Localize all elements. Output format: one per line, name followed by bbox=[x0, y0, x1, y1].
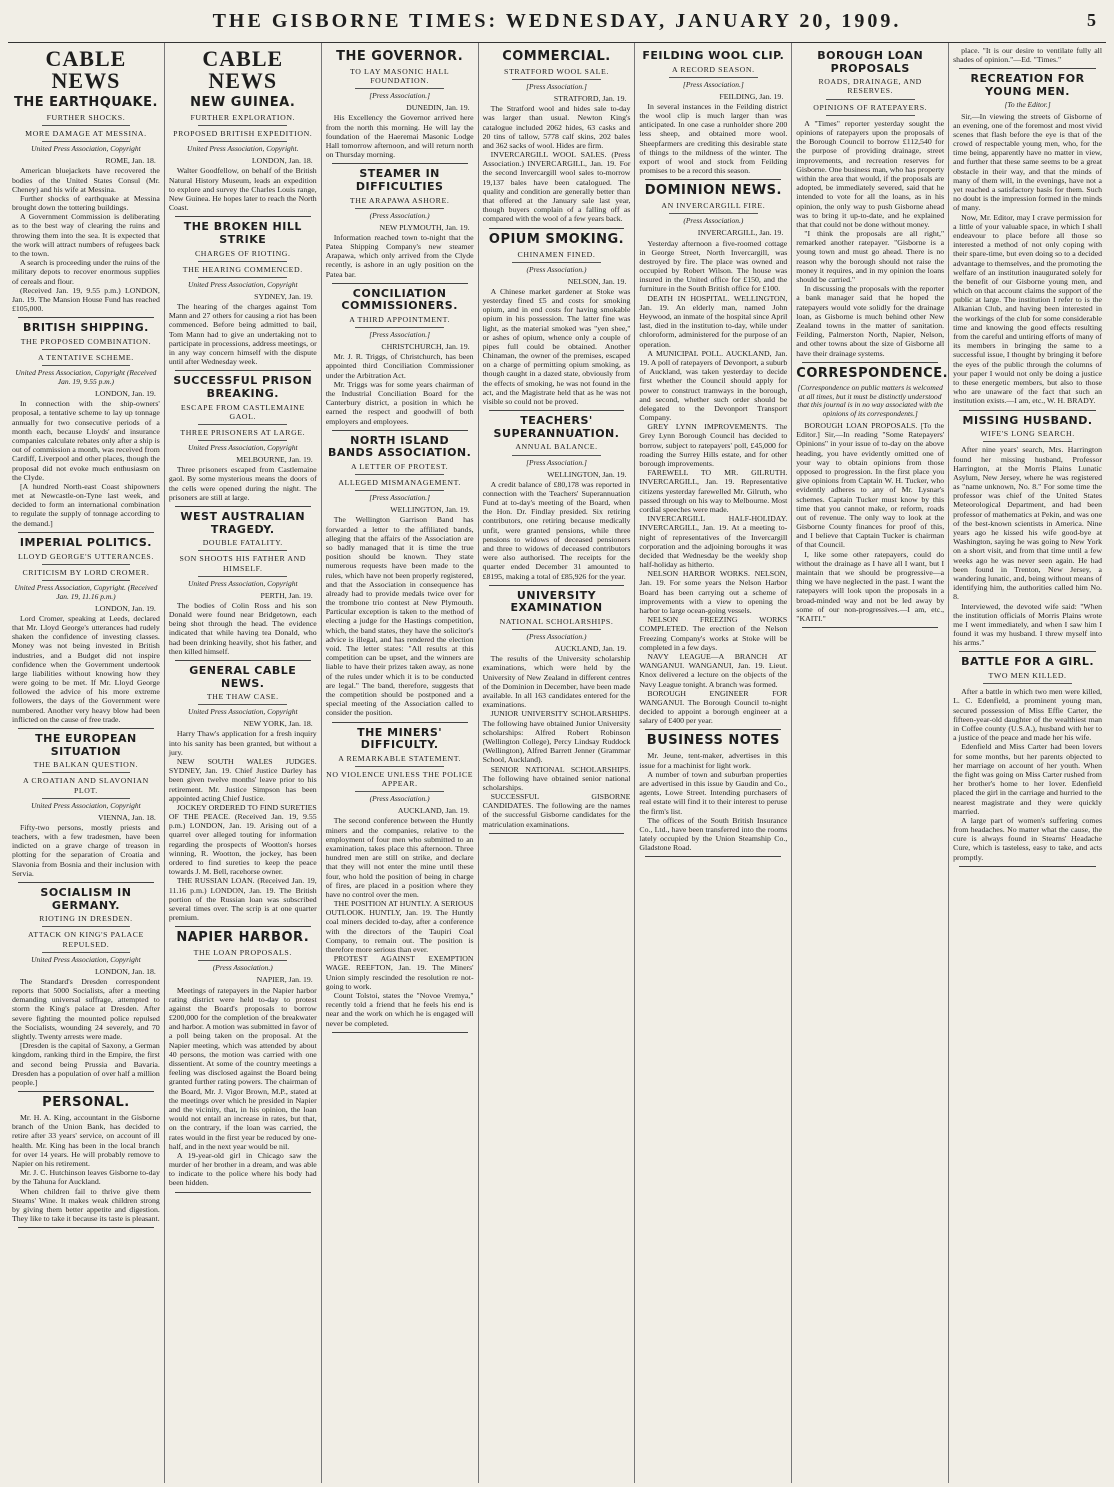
article bbox=[169, 665, 317, 922]
article-subheading: NO VIOLENCE UNLESS THE POLICE APPEAR. bbox=[326, 770, 474, 789]
press-credit: [To the Editor.] bbox=[1004, 99, 1051, 109]
body-paragraph: A 19-year-old girl in Chicago saw the murder of her brother in a dream, and was able to indicate to the police where his body had been hidden. bbox=[168, 1150, 317, 1188]
article-headline: PERSONAL. bbox=[42, 1095, 130, 1111]
dateline: NEW YORK, Jan. 18. bbox=[243, 719, 313, 729]
body-paragraph: The Stratford wool and hides sale to-day was larger than usual. Newton King's catalogue included 2062 hides, 63 casks and 20 tins of tallow, 5778 calf skins, 202 bales and 362 sacks of wool. Hides are firm. bbox=[482, 104, 631, 150]
article-divider bbox=[802, 362, 938, 363]
dateline: LONDON, Jan. 18. bbox=[94, 966, 156, 976]
article-subheading: A RECORD SEASON. bbox=[672, 64, 755, 74]
article-divider bbox=[18, 882, 154, 883]
body-paragraph: A Government Commission is deliberating as to the best way of clearing the ruins and throwing them into the sea. It is expected that the work will attract numbers of refugees back to the town. bbox=[12, 212, 160, 259]
article bbox=[326, 288, 474, 426]
press-credit: (Press Association.) bbox=[526, 264, 587, 274]
article-headline: BUSINESS NOTES bbox=[646, 733, 780, 749]
masthead bbox=[8, 0, 1106, 43]
article-headline: BATTLE FOR A GIRL. bbox=[961, 655, 1095, 669]
body-paragraph: Mr. H. A. King, accountant in the Gisborne branch of the Union Bank, has decided to retire after 33 years' service, on account of ill health. Mr. King has been in the local branch for over 14 years. He will probably remove to Napier on his retirement. bbox=[12, 1113, 160, 1168]
body-paragraph: Information reached town to-night that the Patea Shipping Company's new steamer Arapawa, which only arrived from the Clyde recently, is ashore in an ugly position on the Patea bar. bbox=[325, 232, 474, 279]
short-rule bbox=[198, 125, 287, 126]
body-paragraph: DEATH IN HOSPITAL. WELLINGTON, Jan. 19. An elderly man, named John Heywood, an inmate of the hospital since April last, died in the institution to-day, while under chloroform, administered for the purpose of an operation. bbox=[639, 293, 788, 349]
article-divider bbox=[645, 179, 781, 180]
article-headline: COMMERCIAL. bbox=[502, 49, 611, 64]
article-headline: BRITISH SHIPPING. bbox=[22, 321, 149, 335]
press-credit: United Press Association, Copyright bbox=[187, 443, 298, 453]
short-rule bbox=[669, 213, 758, 214]
body-paragraph: Mr. J. C. Hutchinson leaves Gisborne to-day by the Tahuna for Auckland. bbox=[12, 1168, 160, 1187]
article-subheading: TO LAY MASONIC HALL FOUNDATION. bbox=[350, 66, 450, 86]
article bbox=[12, 1096, 160, 1223]
short-rule bbox=[355, 88, 444, 89]
short-rule bbox=[198, 576, 287, 577]
article bbox=[483, 50, 631, 224]
body-paragraph: The bodies of Colin Ross and his son Donald were found near Bridgetown, each being shot through the head. The evidence indicated that while having tea Donald, who had been drinking heavily, shot his father, and then killed himself. bbox=[168, 600, 317, 656]
body-paragraph: Sir,—In viewing the streets of Gisborne of an evening, one of the foremost and most vivid scenes that flash before the eye is that of the crowd of respectable young men, who, for the time being, apparently have no matter in view, and further that these same seems to be a great obstacle in their way, and that the minds of many of them will, in the evenings, have not a yet reached a satisfactory basis for them. Such no doubt is the impression formed in the minds of many. bbox=[953, 111, 1102, 213]
dateline: SYDNEY, Jan. 19. bbox=[254, 291, 313, 301]
body-paragraph: When children fail to thrive give them Steams' Wine. It makes weak children strong by giving them better appetite and digestion. They like to take it because its taste is pleasant. bbox=[12, 1186, 160, 1224]
body-paragraph: In discussing the proposals with the reporter a bank manager said that he hoped the ratepayers would vote solidly for the drainage loan, as Gisborne is much behind other New Zealand towns in the matter of sanitation. Feilding, Palmerston North, Napier, Nelson, and other towns about the size of Gisborne all have their drainage systems. bbox=[796, 284, 945, 358]
article-divider bbox=[18, 1091, 154, 1092]
article-subheading: THE ARAPAWA ASHORE. bbox=[349, 195, 450, 205]
column-3 bbox=[322, 43, 479, 1483]
article-subheading: THE BALKAN QUESTION. bbox=[33, 760, 139, 770]
article-headline: FEILDING WOOL CLIP. bbox=[642, 49, 785, 62]
short-rule bbox=[42, 141, 131, 142]
article-headline: UNIVERSITY EXAMINATION bbox=[510, 588, 603, 615]
short-rule bbox=[42, 580, 131, 581]
article bbox=[326, 435, 474, 718]
short-rule bbox=[512, 262, 601, 263]
article-subheading: NATIONAL SCHOLARSHIPS. bbox=[499, 617, 614, 627]
body-paragraph: A Chinese market gardener at Stoke was yesterday fined £5 and costs for smoking opium, and in end costs for having smokable opium in his possession. The latter fine was light, as the material smoked was "yen shee," or ashes of opium, whence only a couple of pipes full could be obtained. Another Chinaman, the owner of the premises, escaped on a charge of permitting opium smoking, as though caught in a dazed state, obviously from the effects of smoking, he was not found in the act, and the Magistrate held that as he was not visible so could not be proved. bbox=[482, 286, 631, 406]
press-credit: [Press Association.] bbox=[526, 82, 587, 92]
body-paragraph: NEW SOUTH WALES JUDGES. SYDNEY, Jan. 19. Chief Justice Darley has been given twelve months' leave prior to his retirement. Mr. Justice Simpson has been appointed acting Chief Justice. bbox=[168, 756, 317, 803]
short-rule bbox=[198, 550, 287, 551]
article-divider bbox=[959, 68, 1096, 69]
article-headline: GENERAL CABLE NEWS. bbox=[189, 663, 297, 690]
body-paragraph: JUNIOR UNIVERSITY SCHOLARSHIPS. The following have obtained Junior University scholarships: Alfred Robert Robinson (Wellington College), Percy Lindsay Ruddock (Wellington), Alfred Barrett Jenner (Grammar School, Auckland). bbox=[482, 709, 631, 765]
short-rule bbox=[42, 926, 131, 927]
article bbox=[326, 168, 474, 278]
article-headline: MISSING HUSBAND. bbox=[962, 413, 1093, 427]
article-headline: NAPIER HARBOR. bbox=[176, 930, 310, 946]
article-divider bbox=[489, 410, 625, 411]
dateline: NAPIER, Jan. 19. bbox=[256, 975, 313, 985]
article-subheading: ALLEGED MISMANAGEMENT. bbox=[338, 478, 461, 488]
short-rule bbox=[826, 99, 915, 100]
column-7 bbox=[949, 43, 1106, 1483]
dateline: NELSON, Jan. 19. bbox=[567, 276, 627, 286]
body-paragraph: The offices of the South British Insurance Co., Ltd., have been transferred into the rooms lately occupied by the Union Steamship Co., Gladstone Road. bbox=[639, 815, 788, 853]
body-paragraph: The Wellington Garrison Band has forwarded a letter to the affiliated bands, alleging that the affairs of the Association are so badly managed that it is time the true position should be known. They state numerous requests have been made to the rules, which have not been properly registered, and that the Association in consequence has already had to provide medals twice over for the trombone trio contest at New Plymouth. Particular exception is taken to the method of electing a judge for the Hastings competition, which, the band states, they have the solicitor's advice is illegal, and has rendered the election void. The letter states: "All results at this competition can be upset, and the winners are liable to have their prizes taken away, as none of the rules under which it is to be conducted are legal." The band, therefore, suggests that the competition should be postponed and a special meeting of the Association called to consider the position. bbox=[325, 515, 474, 718]
dateline: INVERCARGILL, Jan. 19. bbox=[697, 228, 784, 238]
article-headline: WEST AUSTRALIAN TRAGEDY. bbox=[180, 509, 306, 536]
article-divider bbox=[18, 532, 154, 533]
short-rule bbox=[198, 704, 287, 705]
article bbox=[639, 734, 787, 852]
article-subheading: LLOYD GEORGE'S UTTERANCES. bbox=[17, 551, 154, 561]
body-paragraph: SUCCESSFUL GISBORNE CANDIDATES. The following are the names of the successful Gisborne candidates for the matriculation examinations. bbox=[482, 792, 631, 829]
article-headline: SUCCESSFUL PRISON BREAKING. bbox=[173, 374, 313, 400]
press-credit: United Press Association, Copyright bbox=[187, 279, 298, 289]
article-headline: CONCILIATION COMMISSIONERS. bbox=[341, 286, 458, 313]
article bbox=[953, 656, 1102, 861]
article-divider bbox=[332, 283, 468, 284]
body-paragraph: NELSON FREEZING WORKS COMPLETED. The erection of the Nelson Freezing Company's works at Stoke will be completed in a few days. bbox=[639, 615, 788, 652]
short-rule bbox=[983, 441, 1072, 442]
column-6 bbox=[792, 43, 949, 1483]
article-divider bbox=[175, 506, 311, 507]
body-paragraph: Interviewed, the devoted wife said: "When the institution officials of Morris Plains wrote me I went immediately, and when I saw him I found it was my husband. I threw myself into his arms." bbox=[953, 601, 1102, 648]
press-credit: (Press Association.) bbox=[526, 632, 587, 642]
press-credit: United Press Association, Copyright bbox=[31, 800, 141, 810]
dateline: CHRISTCHURCH, Jan. 19. bbox=[381, 342, 470, 352]
press-credit: (Press Association.) bbox=[369, 210, 430, 220]
article-headline: CORRESPONDENCE. bbox=[796, 365, 949, 381]
article-headline: IMPERIAL POLITICS. bbox=[19, 535, 152, 549]
body-paragraph: "I think the proposals are all right," remarked another ratepayer. "Gisborne is a young town and must go ahead. There is no reason why the borough should not raise the money it requires, and in my opinion the loans should be carried." bbox=[796, 229, 945, 285]
body-paragraph: A search is proceeding under the ruins of the military depots to recover enormous supplies of cereals and flour. bbox=[12, 258, 160, 286]
press-credit: [Press Association.] bbox=[369, 493, 431, 503]
short-rule bbox=[42, 798, 131, 799]
article-divider bbox=[332, 722, 468, 723]
article bbox=[12, 537, 160, 724]
article-headline: THE EUROPEAN SITUATION bbox=[35, 732, 137, 758]
article-subheading: PROPOSED BRITISH EXPEDITION. bbox=[173, 129, 313, 139]
article-subheading: CHINAMEN FINED. bbox=[517, 249, 596, 259]
article-divider bbox=[175, 660, 311, 661]
short-rule bbox=[512, 455, 601, 456]
column-5 bbox=[635, 43, 792, 1483]
body-paragraph: Three prisoners escaped from Castlemaine gaol. By some mysterious means the doors of the cells were opened during the night. The prisoners are still at large. bbox=[168, 465, 317, 502]
article-subheading: THE LOAN PROPOSALS. bbox=[193, 948, 292, 958]
column-heading: CABLE NEWS bbox=[202, 46, 284, 93]
dateline: ROME, Jan. 18. bbox=[105, 156, 156, 166]
article-headline: TEACHERS' SUPERANNUATION. bbox=[493, 414, 620, 440]
short-rule bbox=[355, 791, 444, 792]
body-paragraph: place. "It is our desire to ventilate fully all shades of opinion."—Ed. "Times." bbox=[953, 46, 1102, 65]
article-divider bbox=[18, 1227, 154, 1228]
article-subheading: THE HEARING COMMENCED. bbox=[182, 264, 303, 274]
short-rule bbox=[42, 125, 131, 126]
press-credit: United Press Association, Copyright bbox=[187, 578, 298, 588]
body-paragraph: INVERCARGILL WOOL SALES. (Press Association.) INVERCARGILL, Jan. 19. For the second Invercargill wool sales to-morrow 19,137 bales have been catalogued. The quality and condition are generally better than that offered at the January sale last year, though buyers complain of a falling off as compared with the wool of a few years back. bbox=[482, 150, 631, 224]
article-headline: THE EARTHQUAKE. bbox=[13, 95, 158, 110]
article-subheading: A REMARKABLE STATEMENT. bbox=[338, 753, 462, 763]
body-paragraph: NELSON HARBOR WORKS. NELSON, Jan. 19. For some years the Nelson Harbor Board has been carrying out a scheme of improvements with a view to opening the harbor to large ocean-going vessels. bbox=[639, 569, 788, 616]
dateline: MELBOURNE, Jan. 19. bbox=[236, 454, 313, 464]
press-credit: United Press Association, Copyright bbox=[31, 144, 141, 154]
body-paragraph: Yesterday afternoon a five-roomed cottage in George Street, North Invercargill, was destroyed by fire. The place was owned and occupied by Robert Wilson. The house was insured in the United office for £150, and the furniture in the South British office for £100. bbox=[639, 238, 788, 294]
article-headline: NORTH ISLAND BANDS ASSOCIATION. bbox=[327, 433, 472, 460]
dateline: AUCKLAND, Jan. 19. bbox=[397, 806, 470, 816]
article bbox=[169, 931, 317, 1187]
body-paragraph: His Excellency the Governor arrived here from the north this morning. He will lay the foundation of the Haeremai Masonic Lodge Hall tomorrow afternoon, and will return north on Thursday morning. bbox=[325, 113, 474, 160]
article bbox=[169, 511, 317, 656]
article-subheading: OPINIONS OF RATEPAYERS. bbox=[813, 102, 928, 112]
article bbox=[639, 50, 787, 175]
body-paragraph: I, like some other ratepayers, could do without the drainage as I have all I want, but I maintain that we should be progressive—a thing we have neglected in the past. I want the ratepayers will look upon the proposals in a broad-minded way and not be led away by some of our non-progressives.—I am, etc., "KAITI." bbox=[796, 549, 945, 623]
press-credit: (Press Association.) bbox=[212, 963, 273, 973]
article-divider bbox=[802, 627, 938, 628]
short-rule bbox=[355, 327, 444, 328]
article-divider bbox=[489, 228, 625, 229]
article-subheading: CHARGES OF RIOTING. bbox=[194, 248, 291, 258]
article bbox=[169, 221, 317, 366]
article bbox=[483, 590, 631, 829]
article-divider bbox=[645, 856, 781, 857]
article bbox=[639, 184, 787, 725]
dateline: NEW PLYMOUTH, Jan. 19. bbox=[379, 222, 470, 232]
article-divider bbox=[332, 430, 468, 431]
press-credit: [Correspondence on public matters is welcomed at all times, but it must be distinctly understood that this journal is in no way associated with the opinions of its correspondents.] bbox=[797, 382, 944, 419]
article-subheading: RIOTING IN DRESDEN. bbox=[39, 914, 133, 924]
column-2 bbox=[165, 43, 322, 1483]
short-rule bbox=[198, 277, 287, 278]
body-paragraph: Lord Cromer, speaking at Leeds, declared that Mr. Lloyd George's utterances had rudely shaken the confidence of investing classes. Money was not being invested in British industries, and a Budget did not inspire confidence when the Government undertook large liabilities without knowing how they were going to be met. If Mr. Lloyd George followed the advice of his more extreme followers, the days of the Government were numbered. Another very heavy blow had been inflicted on the cause of free trade. bbox=[12, 613, 160, 724]
short-rule bbox=[512, 629, 601, 630]
short-rule bbox=[355, 766, 444, 767]
article-headline: SOCIALISM IN GERMANY. bbox=[40, 886, 132, 912]
body-paragraph: INVERCARGILL HALF-HOLIDAY. INVERCARGILL, Jan. 19. At a meeting to-night of representatives of the Invercargill corporation and the adjoining boroughs it was decided that Wednesday be the weekly shop half-holiday as hitherto. bbox=[639, 514, 788, 570]
body-paragraph: In several instances in the Feilding district the wool clip is much larger than was anticipated. In one case a runholder shore 200 less sheep, and obtained more wool. Sheepfarmers are crediting this desirable state of things to the mildness of the winter. The export of wool and stock from Feilding promises to be a record this season. bbox=[639, 101, 788, 176]
press-credit: United Press Association, Copyright bbox=[187, 707, 298, 717]
article-headline: BOROUGH LOAN PROPOSALS bbox=[817, 49, 924, 75]
article-subheading: ATTACK ON KING'S PALACE REPULSED. bbox=[27, 930, 144, 949]
body-paragraph: Mr. J. R. Triggs, of Christchurch, has been appointed third Conciliation Commissioner under the Arbitration Act. bbox=[325, 352, 474, 380]
article-headline: RECREATION FOR YOUNG MEN. bbox=[970, 72, 1085, 99]
press-credit: United Press Association, Copyright bbox=[31, 954, 141, 964]
page-number: 5 bbox=[1087, 10, 1096, 30]
short-rule bbox=[355, 490, 444, 491]
short-rule bbox=[355, 208, 444, 209]
article-subheading: THE PROPOSED COMBINATION. bbox=[20, 336, 152, 346]
dateline: PERTH, Jan. 19. bbox=[260, 590, 313, 600]
article-headline: THE BROKEN HILL STRIKE bbox=[183, 220, 302, 246]
body-paragraph: Further shocks of earthquake at Messina brought down the tottering buildings. bbox=[12, 193, 160, 213]
article-headline: OPIUM SMOKING. bbox=[488, 231, 625, 247]
body-paragraph: [A hundred North-east Coast shipowners met at Newcastle-on-Tyne last week, and decided to form an international combination to regulate the supply of tonnage according to the demand.] bbox=[12, 481, 160, 528]
body-paragraph: THE POSITION AT HUNTLY. A SERIOUS OUTLOOK. HUNTLY, Jan. 19. The Huntly coal miners decided to-day, after a conference with the directors of the Taupiri Coal Company, to remain out. The position is therefore more serious than ever. bbox=[325, 899, 474, 955]
press-credit: [Press Association.] bbox=[682, 79, 744, 89]
article-subheading: A CROATIAN AND SLAVONIAN PLOT. bbox=[23, 776, 149, 795]
article-subheading: ANNUAL BALANCE. bbox=[515, 442, 598, 452]
article bbox=[953, 415, 1102, 648]
article-subheading: SON SHOOTS HIS FATHER AND HIMSELF. bbox=[179, 554, 307, 573]
body-paragraph: JOCKEY ORDERED TO FIND SURETIES OF THE PEACE. (Received Jan. 19, 9.55 p.m.) LONDON, Jan. 19. Arising out of a quarrel over alleged touting for information regarding the prospects of Wootton's horses winning, R. Wootton, the jockey, has been ordered to find sureties to keep the peace towards J. M. Bell, racehorse owner. bbox=[168, 802, 317, 877]
article-headline: THE GOVERNOR. bbox=[336, 49, 464, 64]
article-subheading: A TENTATIVE SCHEME. bbox=[38, 353, 134, 363]
press-credit: (Press Association.) bbox=[683, 216, 744, 226]
article-subheading: ESCAPE FROM CASTLEMAINE GAOL. bbox=[180, 402, 305, 421]
article-subheading: TWO MEN KILLED. bbox=[988, 671, 1067, 681]
article-divider bbox=[489, 585, 625, 586]
dateline: LONDON, Jan. 19. bbox=[94, 389, 156, 399]
body-paragraph: The results of the University scholarship examinations, which were held by the University of New Zealand in different centres of the Dominion in December, have been made available. In all 163 candidates entered for the examinations. bbox=[482, 654, 631, 710]
article-subheading: A LETTER OF PROTEST. bbox=[351, 462, 449, 471]
article-subheading: THE THAW CASE. bbox=[206, 692, 279, 702]
short-rule bbox=[42, 952, 131, 953]
body-paragraph: After nine years' search, Mrs. Harrington found her missing husband, Professor Harrington, at the Morris Plains Lunatic Asylum, New Jersey, where he was registered as "name unknown, No. 8." For some time the professor was chief of the United States Meteorological Department, and had been professor of mathematics at Pekin, and was one of the best-known scientists in America. Nine years ago he kissed his wife good-bye at Washington, saying he was going to New York on a short visit, and from that time until a few weeks ago he was never seen again. He had been found in Trenton, New Jersey, a wandering lunatic, and, being without means of identifying him, the authorities called him No. 8. bbox=[953, 445, 1102, 602]
short-rule bbox=[42, 772, 131, 773]
article bbox=[953, 73, 1102, 405]
column-heading: CABLE NEWS bbox=[45, 46, 127, 93]
article-divider bbox=[175, 926, 311, 927]
short-rule bbox=[826, 115, 915, 116]
article-subheading: CRITICISM BY LORD CROMER. bbox=[22, 567, 150, 577]
press-credit: United Press Association, Copyright (Received Jan. 19, 9.55 p.m.) bbox=[15, 368, 157, 387]
body-paragraph: A MUNICIPAL POLL. AUCKLAND, Jan. 19. A poll of ratepayers of Devonport, a suburb of Auckland, was taken yesterday to decide first whether the Council should apply for power to construct tramways in the borough, and second, whether such order should be delegated to the Devonport Transport Company. bbox=[639, 348, 788, 423]
article-headline: THE MINERS' DIFFICULTY. bbox=[357, 725, 443, 752]
article-subheading: STRATFORD WOOL SALE. bbox=[504, 66, 609, 76]
short-rule bbox=[198, 960, 287, 961]
press-credit: United Press Association, Copyright. bbox=[187, 144, 299, 154]
article-subheading: THREE PRISONERS AT LARGE. bbox=[180, 427, 306, 437]
short-rule bbox=[198, 424, 287, 425]
body-paragraph: American bluejackets have recovered the bodies of the United States Consul (Mr. Cheney) and his wife at Messina. bbox=[12, 166, 160, 194]
body-paragraph: In connection with the ship-owners' proposal, a tentative scheme to lay up tonnage annually for two consecutive periods of a month each, because Lloyds' and insurance companies calculate rebates only after a ship is out of commission a month, was received from Cardiff, Liverpool and other places, though the proposal did not evoke much enthusiasm on the Clyde. bbox=[12, 399, 160, 482]
article bbox=[169, 96, 317, 212]
dateline: DUNEDIN, Jan. 19. bbox=[406, 103, 470, 113]
article bbox=[796, 365, 949, 623]
body-paragraph: Edenfield and Miss Carter had been lovers for some months, but her parents objected to her marriage on account of her youth. When the fight was going on Miss Carter rushed from her brother's home to her lover. Edenfield placed the girl in the carriage and hurried to the nearest magistrate and they were quickly married. bbox=[953, 742, 1102, 816]
article-divider bbox=[959, 866, 1096, 867]
column-grid bbox=[8, 43, 1106, 1483]
short-rule bbox=[983, 683, 1072, 684]
body-paragraph: The Standard's Dresden correspondent reports that 5000 Socialists, after a meeting demanding universal suffrage, attempted to storm the King's palace at Dresden. After severe fighting the mounted police repulsed the Socialists, wounding 24 severely, and 70 slightly. Twenty arrests were made. bbox=[12, 976, 160, 1041]
article-headline: DOMINION NEWS. bbox=[644, 183, 782, 199]
body-paragraph: GREY LYNN IMPROVEMENTS. The Grey Lynn Borough Council has decided to borrow, subject to ratepayers' poll, £45,000 for roading the Surrey Hills estate, and for other borough improvements. bbox=[639, 422, 788, 469]
body-paragraph: [Dresden is the capital of Saxony, a German kingdom, ranking third in the Empire, the first and second being Prussia and Bavaria. Dresden has a population of over half a million people.] bbox=[12, 1041, 160, 1087]
article-divider bbox=[959, 651, 1096, 652]
article bbox=[12, 96, 160, 313]
article-divider bbox=[332, 163, 468, 164]
body-paragraph: (Received Jan. 19, 9.55 p.m.) LONDON, Jan. 19. The Mansion House Fund has reached £105,000. bbox=[12, 285, 160, 314]
body-paragraph: A credit balance of £80,178 was reported in connection with the Teachers' Superannuation Fund at to-day's meeting of the Board, when the Hon. Dr. Findlay presided. Six retiring contributors, one retiring because medically unfit, were granted pensions, while three pensions to widows of deceased pensioners and three to widows of deceased contributors were also authorised. The receipts for the quarter ended December 31 amounted to £8195, making a total of £85,926 for the year. bbox=[482, 479, 631, 581]
body-paragraph: Mr. Jeune, tent-maker, advertises in this issue for a machinist for light work. bbox=[639, 751, 788, 770]
short-rule bbox=[355, 474, 444, 475]
dateline: VIENNA, Jan. 18. bbox=[98, 812, 156, 822]
short-rule bbox=[198, 141, 287, 142]
column-1 bbox=[8, 43, 165, 1483]
article-subheading: WIFE'S LONG SEARCH. bbox=[980, 429, 1075, 439]
short-rule bbox=[42, 564, 131, 565]
article-divider bbox=[18, 317, 154, 318]
dateline: WELLINGTON, Jan. 19. bbox=[390, 505, 470, 515]
dateline: LONDON, Jan. 19. bbox=[94, 603, 156, 613]
article bbox=[953, 46, 1102, 64]
dateline: WELLINGTON, Jan. 19. bbox=[547, 469, 627, 479]
article bbox=[12, 887, 160, 1087]
article bbox=[326, 727, 474, 1028]
article-divider bbox=[175, 370, 311, 371]
article bbox=[326, 50, 474, 159]
article-divider bbox=[18, 728, 154, 729]
article bbox=[483, 233, 631, 407]
body-paragraph: NAVY LEAGUE—A BRANCH AT WANGANUI. WANGANUI, Jan. 19. Lieut. Knox delivered a lecture on the objects of the Navy League tonight. A branch was formed. bbox=[639, 651, 788, 689]
short-rule bbox=[198, 440, 287, 441]
column-4 bbox=[479, 43, 636, 1483]
body-paragraph: The second conference between the Huntly miners and the companies, relative to the employment of four men who submitted to an examination, takes place this afternoon. Three hundred men are still on strike, and declare that they will not enter the mine until these four, who hold the position of being in charge of fires, are placed in a position where they have no control over the men. bbox=[325, 816, 474, 899]
article-divider bbox=[175, 216, 311, 217]
article-subheading: A THIRD APPOINTMENT. bbox=[349, 315, 450, 324]
short-rule bbox=[42, 349, 131, 350]
short-rule bbox=[669, 77, 758, 78]
press-credit: [Press Association.] bbox=[526, 457, 587, 467]
body-paragraph: Now, Mr. Editor, may I crave permission for a little of your valuable space, in which I shall endeavour to place before all those so interested a method of not only coping with their spare-time, but even doing so to a decided advantage to themselves, and the promoting the welfare of an institution inaugurated solely for the benefit of our Gisborne young men, and which on that account claims the support of the public at large. The institution I refer to is the Alkanian Club, and having been interested in the workings of the club for some considerable time and knowing the good effects resulting from the careful and untiring efforts of many of its members in bringing the same to a successful issue, I thought by bringing it before the eyes of the public through the columns of your paper I would not only be doing a justice to these energetic members, but also to those who are unaware of the fact that such an institution exists.—I am, etc., W. H. BRADY. bbox=[953, 212, 1102, 406]
article bbox=[12, 733, 160, 878]
short-rule bbox=[198, 261, 287, 262]
body-paragraph: PROTEST AGAINST EXEMPTION WAGE. REEFTON, Jan. 19. The Miners' Union simply rescinded the resolution re not-going to work. bbox=[325, 954, 474, 991]
article-headline: STEAMER IN DIFFICULTIES bbox=[355, 167, 444, 193]
article-subheading: DOUBLE FATALITY. bbox=[202, 538, 283, 548]
body-paragraph: BOROUGH LOAN PROPOSALS. [To the Editor.] Sir,—In reading "Some Ratepayers' Opinions" in your issue of to-day on the above heading, you have evidently omitted one of your way to obtain opinions from those opposed to progression. In the first place you give opinions from Captain W. H. Tucker, who evidently adheres to any of Mr. Lysnar's schemes. Captain Tucker must know by this time that you cannot make, or reform, roads out of revenue. The only way to look at the Gisborne County finances for proof of this, and I believe that Captain Tucker is chairman of that Council. bbox=[796, 421, 945, 550]
body-paragraph: BOROUGH ENGINEER FOR WANGANUI. The Borough Council to-night decided to appoint a borough engineer at a salary of £400 per year. bbox=[639, 688, 788, 726]
article-divider bbox=[489, 833, 625, 834]
body-paragraph: A number of town and suburban properties are advertised in this issue by Gaudin and Co., agents, Lowe Street. Intending purchasers of real estate will find it to their interest to peruse the firm's list. bbox=[639, 769, 788, 816]
body-paragraph: After a battle in which two men were killed, L. C. Edenfield, a prominent young man, secured possession of Miss Effie Carter, the fifteen-year-old daughter of the wealthiest man in Coffee county (U.S.A.), husband with her to a justice of the peace and made her his wife. bbox=[953, 687, 1102, 743]
short-rule bbox=[512, 79, 601, 80]
body-paragraph: SENIOR NATIONAL SCHOLARSHIPS. The following have obtained senior national scholarships. bbox=[482, 764, 631, 792]
dateline: AUCKLAND, Jan. 19. bbox=[554, 644, 627, 654]
body-paragraph: Fifty-two persons, mostly priests and teachers, with a few tradesmen, have been indicted on a grave charge of treason in plotting for the separation of Croatia and Slavonia from Bosnia and their inclusion with Servia. bbox=[12, 822, 160, 878]
article bbox=[483, 415, 631, 581]
press-credit: [Press Association.] bbox=[369, 91, 431, 101]
article bbox=[12, 322, 160, 528]
article-subheading: AN INVERCARGILL FIRE. bbox=[661, 201, 766, 211]
body-paragraph: A large part of women's suffering comes from headaches. No matter what the cause, the cure is always found in Stearns' Headache Cure, which is tasteless, easy to take, and acts promptly. bbox=[953, 815, 1102, 862]
press-credit: [Press Association.] bbox=[369, 330, 431, 340]
short-rule bbox=[42, 365, 131, 366]
article-headline: NEW GUINEA. bbox=[190, 95, 296, 110]
body-paragraph: THE RUSSIAN LOAN. (Received Jan. 19, 11.16 p.m.) LONDON, Jan. 19. The British portion of the Russian loan was subscribed several times over. The scrip is at one quarter premium. bbox=[168, 876, 317, 923]
body-paragraph: A "Times" reporter yesterday sought the opinions of ratepayers upon the proposals of the Borough Council to borrow £112,540 for the purpose of providing drainage, street improvements, and recreation reserves for Gisborne. One business man, who has property within the area that would, if the proposals are adopted, be immediately severed, said that he intended to vote for all the loans, as in his opinion, the only way to push Gisborne ahead was to bring it up-to-date, and he explained that that could not be done without money. bbox=[796, 118, 945, 229]
article-subheading: MORE DAMAGE AT MESSINA. bbox=[25, 129, 147, 139]
body-paragraph: Harry Thaw's application for a fresh inquiry into his sanity has been granted, but without a jury. bbox=[168, 729, 317, 757]
article-subheading: FURTHER SHOCKS. bbox=[46, 112, 126, 122]
press-credit: United Press Association, Copyright. (Received Jan. 19, 11.16 p.m.) bbox=[14, 582, 158, 601]
press-credit: (Press Association.) bbox=[369, 794, 430, 804]
article-subheading: FURTHER EXPLORATION. bbox=[190, 112, 296, 122]
article-divider bbox=[959, 410, 1096, 411]
article bbox=[169, 375, 317, 502]
body-paragraph: Meetings of ratepayers in the Napier harbor rating district were held to-day to protest against the Board's proposals to borrow £200,000 for the completion of the breakwater and harbor. A motion was submitted in favor of a poll being taken on the proposal. At the Napier meeting, which was attended by about 40 persons, the motion was carried with one dissentient. At some of the country meetings a feeling was disclosed against the Board being granted further rating powers. The chairman of the Board, Mr. J. Vigor Brown, M.P., stated at the meetings over which he presided in Napier and the vicinity, that, in his opinion, the loan would not entail an increase in rates, but that, on the contrary, if the loan was carried, the rates would in the first year be reduced by one-half, and in the next year would be nil. bbox=[168, 985, 317, 1151]
article-divider bbox=[332, 1032, 468, 1033]
dateline: STRATFORD, Jan. 19. bbox=[553, 93, 627, 103]
body-paragraph: The hearing of the charges against Tom Mann and 27 others for causing a riot has been commenced. Before being admitted to bail, Tom Mann had to give an undertaking not to participate in processions, address meetings, or in any way concern himself with the dispute until after Wednesday week. bbox=[168, 301, 317, 367]
article-divider bbox=[645, 729, 781, 730]
body-paragraph: Count Tolstoi, states the "Novoe Vremya," recently told a friend that he feels his end is near and the work on which he is engaged will never be completed. bbox=[325, 990, 474, 1028]
masthead-title: THE GISBORNE TIMES: WEDNESDAY, JANUARY 20, 1909. bbox=[212, 9, 902, 32]
body-paragraph: Walter Goodfellow, on behalf of the British Natural History Museum, leads an expedition to explore and survey the Charles Louis range, New Guinea. He hopes later to reach the North Coast. bbox=[168, 166, 317, 213]
article-subheading: ROADS, DRAINAGE, AND RESERVES. bbox=[818, 77, 922, 96]
article bbox=[796, 50, 944, 358]
body-paragraph: FAREWELL TO MR. GILRUTH. INVERCARGILL, Jan. 19. Representative citizens yesterday farewelled Mr. Gilruth, who passed through on his way to Melbourne. Most cordial speeches were made. bbox=[639, 468, 788, 514]
dateline: FEILDING, Jan. 19. bbox=[719, 91, 784, 101]
dateline: LONDON, Jan. 18. bbox=[251, 156, 313, 166]
article-divider bbox=[175, 1192, 311, 1193]
body-paragraph: Mr. Triggs was for some years chairman of the Industrial Conciliation Board for the Canterbury district, a position in which he earned the respect and goodwill of both employers and employees. bbox=[325, 379, 474, 426]
